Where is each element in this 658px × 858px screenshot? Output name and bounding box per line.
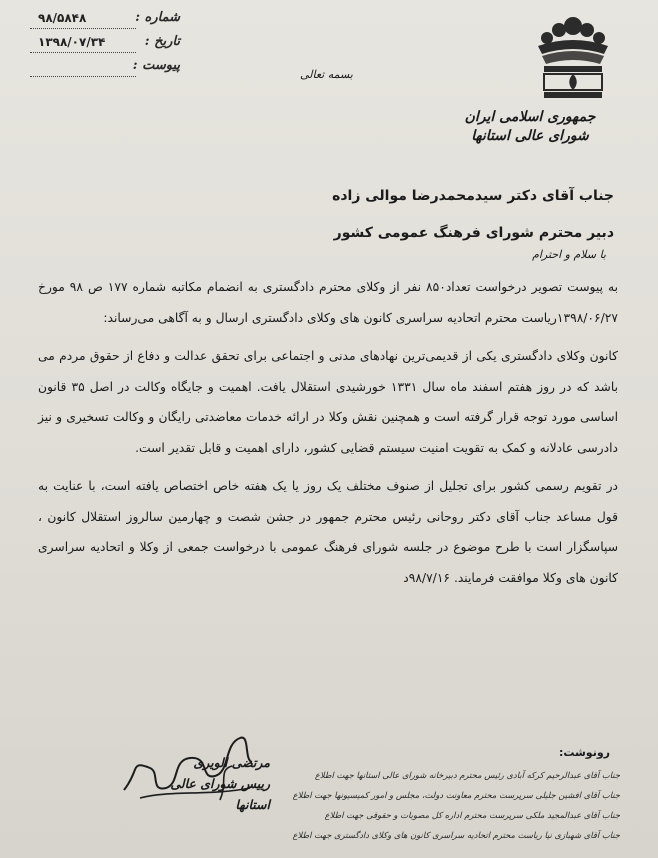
number-value: ۹۸/۵۸۴۸ [38,11,87,25]
date-value: ۱۳۹۸/۰۷/۳۴ [38,35,106,49]
body-paragraph-1: به پیوست تصویر درخواست تعداد۸۵۰ نفر از وکلای محترم دادگستری به انضمام مکاتبه شماره ۱۷۷ ص ۹۸ مورخ ۱۳۹۸/۰۶/۲۷ریاست محترم اتحادیه سراسری کانون های وکلای دادگستری ارسال و به آگاهی می‌رساند: [38,280,619,325]
cc-list [20,765,620,845]
meta-date-row [30,32,180,56]
body-paragraph-2: کانون وکلای دادگستری یکی از قدیمی‌ترین نهادهای مدنی و اجتماعی برای تحقق عدالت و دفاع از حقوق مردم می باشد که در روز هفتم اسفند ماه سال ۱۳۳۱ خورشیدی استقلال یافت. اهمیت و جایگاه وکالت در اصل ۳۵ قانون اساسی مورد توجه قرار گرفته است و همچنین نقش وکلا در ارائه خدمات معاضدتی رایگان و وکالت تسخیری و نیز دادرسی عادلانه و کمک به تقویت امنیت سیستم قضایی کشور، دارای اهمیت و قابل تقدیر است. [38,349,619,455]
org-line-2: شورای عالی استانها [471,128,589,144]
number-label: شماره : [135,10,180,25]
number-line [30,28,136,29]
greeting: با سلام و احترام [532,248,606,261]
signatory-title: رییس شورای عالی استانها [170,776,270,812]
org-line-1: جمهوری اسلامی ایران [464,109,596,125]
attachment-label: پیوست : [132,58,180,73]
besmellah: بسمه تعالی [300,68,353,81]
cc-line: جناب آقای عبدالمجید ملکی سرپرست محترم اداره کل مصوبات و حقوقی جهت اطلاع [324,810,620,820]
date-line [30,52,136,53]
meta-number-row [30,8,180,32]
emblem-logo-icon [532,12,614,102]
recipient [332,178,614,252]
date-label: تاریخ : [144,34,180,49]
cc-title: رونوشت: [558,746,610,759]
attachment-line [30,76,136,77]
recipient-title: دبیر محترم شورای فرهنگ عمومی کشور [333,225,614,241]
recipient-name: جناب آقای دکتر سیدمحمدرضا موالی زاده [332,188,614,204]
letter-body [38,272,618,593]
organization-name [450,108,610,146]
cc-line: جناب آقای افشین جلیلی سرپرست محترم معاونت دولت، مجلس و امور کمیسیونها جهت اطلاع [292,790,620,800]
body-paragraph-3: در تقویم رسمی کشور برای تجلیل از صنوف مختلف یک روز یا یک هفته خاص اختصاص یافته است، با عنایت به قول مساعد جناب آقای دکتر روحانی رئیس محترم جمهور در جشن شصت و چهارمین سالروز استقلال کانون ، سپاسگزار است با طرح موضوع در جلسه شورای فرهنگ عمومی با درخواست جمعی از وکلا و اتحادیه سراسری کانون های وکلا موافقت فرمایند. ۹۸/۷/۱۶د [38,479,618,585]
meta-attachment-row [30,56,180,80]
cc-line: جناب آقای عبدالرحیم کرکه آبادی رئیس محترم دبیرخانه شورای عالی استانها جهت اطلاع [314,770,620,780]
cc-line: جناب آقای شهبازی نیا ریاست محترم اتحادیه سراسری کانون های وکلای دادگستری جهت اطلاع [292,830,620,840]
signatory-name: مرتضی الویری [193,755,270,770]
letter-meta [30,8,180,80]
